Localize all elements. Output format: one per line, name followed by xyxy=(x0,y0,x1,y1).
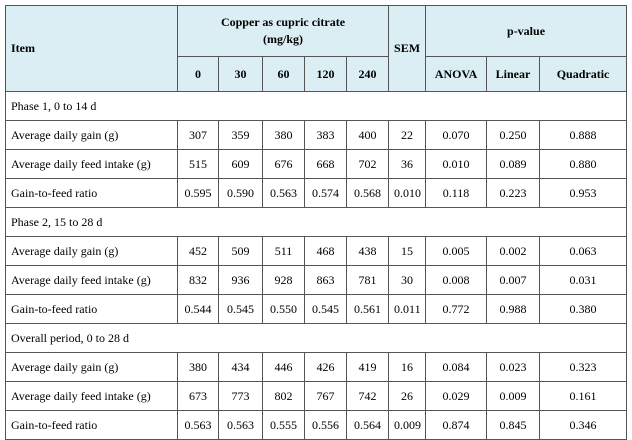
phase-row xyxy=(6,324,627,353)
cell-value: 434 xyxy=(219,353,263,382)
header-pvalue: p-value xyxy=(426,6,627,57)
row-item: Gain-to-feed ratio xyxy=(6,411,178,440)
cell-value: 863 xyxy=(305,266,347,295)
cell-quadratic: 0.380 xyxy=(540,295,627,324)
cell-value: 0.574 xyxy=(305,179,347,208)
cell-value: 446 xyxy=(263,353,305,382)
cell-linear: 0.089 xyxy=(487,150,540,179)
cell-value: 509 xyxy=(219,237,263,266)
row-item: Average daily gain (g) xyxy=(6,121,178,150)
cell-sem: 22 xyxy=(389,121,426,150)
cell-anova: 0.874 xyxy=(426,411,487,440)
cell-value: 380 xyxy=(178,353,219,382)
cell-quadratic: 0.346 xyxy=(540,411,627,440)
table-container xyxy=(5,5,627,440)
header-copper xyxy=(178,6,389,57)
cell-anova: 0.010 xyxy=(426,150,487,179)
cell-value: 380 xyxy=(263,121,305,150)
cell-value: 668 xyxy=(305,150,347,179)
header-level: 30 xyxy=(219,57,263,92)
cell-linear: 0.223 xyxy=(487,179,540,208)
table-row xyxy=(6,266,627,295)
cell-value: 928 xyxy=(263,266,305,295)
cell-linear: 0.250 xyxy=(487,121,540,150)
cell-anova: 0.772 xyxy=(426,295,487,324)
cell-value: 773 xyxy=(219,382,263,411)
header-item: Item xyxy=(6,6,178,92)
cell-value: 0.568 xyxy=(347,179,389,208)
cell-sem: 16 xyxy=(389,353,426,382)
cell-linear: 0.023 xyxy=(487,353,540,382)
row-item: Average daily feed intake (g) xyxy=(6,382,178,411)
cell-anova: 0.005 xyxy=(426,237,487,266)
cell-value: 832 xyxy=(178,266,219,295)
cell-anova: 0.070 xyxy=(426,121,487,150)
cell-value: 676 xyxy=(263,150,305,179)
row-item: Average daily feed intake (g) xyxy=(6,150,178,179)
phase-label: Overall period, 0 to 28 d xyxy=(6,324,627,353)
cell-value: 0.561 xyxy=(347,295,389,324)
cell-value: 0.563 xyxy=(263,179,305,208)
cell-value: 419 xyxy=(347,353,389,382)
cell-quadratic: 0.161 xyxy=(540,382,627,411)
cell-value: 438 xyxy=(347,237,389,266)
cell-sem: 0.009 xyxy=(389,411,426,440)
header-test: Linear xyxy=(487,57,540,92)
cell-value: 0.590 xyxy=(219,179,263,208)
cell-value: 609 xyxy=(219,150,263,179)
phase-label: Phase 1, 0 to 14 d xyxy=(6,92,627,121)
phase-row xyxy=(6,92,627,121)
cell-value: 0.555 xyxy=(263,411,305,440)
phase-row xyxy=(6,208,627,237)
cell-value: 359 xyxy=(219,121,263,150)
table-row xyxy=(6,237,627,266)
cell-value: 426 xyxy=(305,353,347,382)
header-level: 60 xyxy=(263,57,305,92)
cell-quadratic: 0.880 xyxy=(540,150,627,179)
cell-anova: 0.118 xyxy=(426,179,487,208)
cell-linear: 0.007 xyxy=(487,266,540,295)
row-item: Average daily gain (g) xyxy=(6,353,178,382)
cell-anova: 0.008 xyxy=(426,266,487,295)
header-test: ANOVA xyxy=(426,57,487,92)
cell-value: 452 xyxy=(178,237,219,266)
results-table xyxy=(5,5,627,440)
row-item: Average daily feed intake (g) xyxy=(6,266,178,295)
cell-value: 0.545 xyxy=(219,295,263,324)
table-row xyxy=(6,179,627,208)
cell-anova: 0.029 xyxy=(426,382,487,411)
row-item: Gain-to-feed ratio xyxy=(6,179,178,208)
cell-sem: 26 xyxy=(389,382,426,411)
cell-value: 781 xyxy=(347,266,389,295)
cell-quadratic: 0.888 xyxy=(540,121,627,150)
cell-value: 0.563 xyxy=(178,411,219,440)
header-sem: SEM xyxy=(389,6,426,92)
cell-value: 0.550 xyxy=(263,295,305,324)
phase-label: Phase 2, 15 to 28 d xyxy=(6,208,627,237)
cell-linear: 0.002 xyxy=(487,237,540,266)
cell-value: 383 xyxy=(305,121,347,150)
header-level: 240 xyxy=(347,57,389,92)
cell-linear: 0.009 xyxy=(487,382,540,411)
header-copper-title: Copper as cupric citrate xyxy=(220,15,346,29)
cell-quadratic: 0.323 xyxy=(540,353,627,382)
row-item: Gain-to-feed ratio xyxy=(6,295,178,324)
cell-anova: 0.084 xyxy=(426,353,487,382)
header-level: 0 xyxy=(178,57,219,92)
header-test: Quadratic xyxy=(540,57,627,92)
cell-value: 515 xyxy=(178,150,219,179)
cell-value: 802 xyxy=(263,382,305,411)
cell-quadratic: 0.031 xyxy=(540,266,627,295)
cell-value: 767 xyxy=(305,382,347,411)
cell-value: 673 xyxy=(178,382,219,411)
cell-value: 0.595 xyxy=(178,179,219,208)
row-item: Average daily gain (g) xyxy=(6,237,178,266)
cell-linear: 0.845 xyxy=(487,411,540,440)
table-row xyxy=(6,295,627,324)
header-row-1 xyxy=(6,6,627,57)
cell-sem: 0.010 xyxy=(389,179,426,208)
cell-value: 0.564 xyxy=(347,411,389,440)
cell-value: 468 xyxy=(305,237,347,266)
cell-linear: 0.988 xyxy=(487,295,540,324)
table-row xyxy=(6,150,627,179)
table-row xyxy=(6,353,627,382)
cell-value: 0.544 xyxy=(178,295,219,324)
cell-value: 936 xyxy=(219,266,263,295)
header-level: 120 xyxy=(305,57,347,92)
cell-value: 742 xyxy=(347,382,389,411)
cell-value: 307 xyxy=(178,121,219,150)
cell-sem: 0.011 xyxy=(389,295,426,324)
cell-sem: 15 xyxy=(389,237,426,266)
cell-value: 400 xyxy=(347,121,389,150)
cell-value: 0.545 xyxy=(305,295,347,324)
cell-sem: 30 xyxy=(389,266,426,295)
cell-sem: 36 xyxy=(389,150,426,179)
cell-value: 0.556 xyxy=(305,411,347,440)
table-row xyxy=(6,411,627,440)
cell-quadratic: 0.063 xyxy=(540,237,627,266)
header-copper-unit: (mg/kg) xyxy=(263,32,303,46)
table-row xyxy=(6,382,627,411)
table-row xyxy=(6,121,627,150)
cell-value: 702 xyxy=(347,150,389,179)
cell-value: 511 xyxy=(263,237,305,266)
cell-quadratic: 0.953 xyxy=(540,179,627,208)
cell-value: 0.563 xyxy=(219,411,263,440)
